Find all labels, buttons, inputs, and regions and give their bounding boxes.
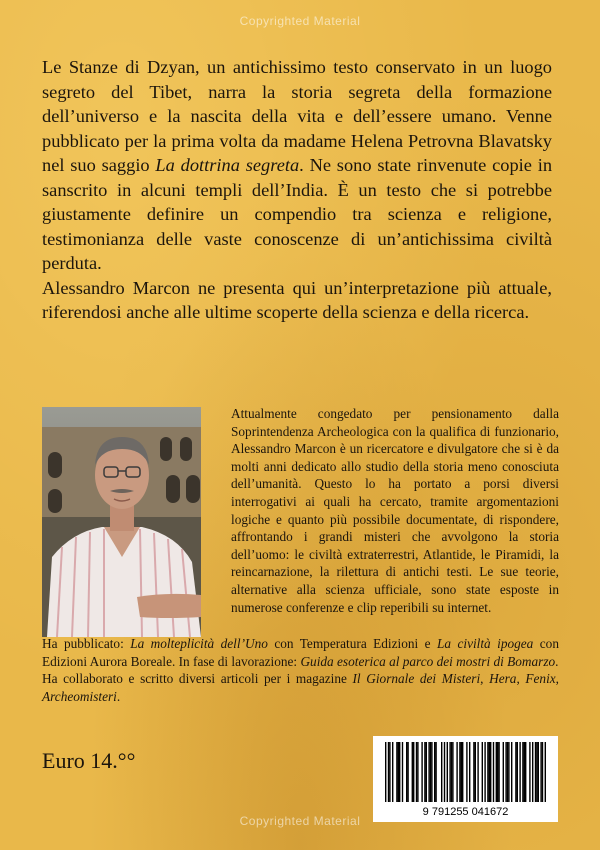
barcode-bar [421, 742, 422, 802]
barcode-bar [447, 742, 448, 802]
barcode-bar [389, 742, 390, 802]
synopsis-text: Le Stanze di Dzyan, un antichissimo testo conservato in un luogo segreto del Tibet, narra la storia segreta della formazione dell’universo e la nascita della vita e dell’essere umano. Venne pubblicato per la prima volta da madame Helena Petrovna Blavatsky nel suo saggio [42, 57, 552, 175]
barcode-bar [522, 742, 523, 802]
barcode-bar [406, 742, 407, 802]
barcode-bar [490, 742, 491, 802]
separator: , [480, 671, 490, 687]
author-photo-illustration [42, 407, 201, 637]
isbn-number: 9 791255 041672 [422, 806, 509, 818]
barcode-bar [435, 742, 436, 802]
separator: . [116, 688, 121, 704]
barcode-bar [477, 742, 478, 802]
barcode-bar [498, 742, 499, 802]
barcode-bar [392, 742, 393, 802]
barcode-bar [487, 742, 488, 802]
barcode-bar [538, 742, 539, 802]
barcode-bar [489, 742, 490, 802]
barcode-bar [431, 742, 432, 802]
synopsis [42, 55, 552, 325]
barcode-bar [452, 742, 453, 802]
barcode-bar [515, 742, 516, 802]
barcode-bar [493, 742, 494, 802]
barcode-bar [505, 742, 506, 802]
barcode-bar [525, 742, 526, 802]
barcode-bar [388, 742, 389, 802]
barcode-bar [461, 742, 462, 802]
barcode-bar [451, 742, 452, 802]
barcode-bar [441, 742, 442, 802]
barcode-bar [426, 742, 427, 802]
barcode-bar [475, 742, 476, 802]
barcode-bar [402, 742, 403, 802]
magazines-label: Ha collaborato e scritto diversi articoli per i magazine [42, 671, 353, 687]
barcode-bar [412, 742, 413, 802]
watermark-bottom: Copyrighted Material [239, 814, 361, 828]
barcode-bar [536, 742, 537, 802]
author-biography [231, 405, 559, 616]
barcode-bar [524, 742, 525, 802]
magazine-archeomisteri: Archeomisteri [42, 688, 117, 704]
barcode-bar [507, 742, 508, 802]
barcode-bar [430, 742, 431, 802]
barcode-bar [535, 742, 536, 802]
barcode-bar [469, 742, 470, 802]
bio-text: Attualmente congedato per pensionamento dalla Soprintendenza Archeologica con la qualifica di funzionario, Alessandro Marcon è un ricercatore e divulgatore che si è da molti anni dedicato allo studio della storia meno conosciuta dell’umanità. Questo lo ha portato a porsi diversi interrogativi ai quali ha cercato, tramite argomentazioni logiche e quanto più possibile documentate, di rispondere, affrontando i grandi misteri che avvolgono la storia dell’uomo: le civiltà extraterrestri, Atlantide, le Piramidi, la reincarnazione, la rilettura di antichi testi. Le sue teorie, alternative alla scienza ufficiale, sono state esposte in numerose conferenze e clip reperibili su internet. [231, 406, 559, 615]
publications-text: con Temperatura Edizioni e [267, 636, 437, 651]
barcode-bar [462, 742, 463, 802]
barcode-bar [484, 742, 485, 802]
publications-section [42, 635, 559, 705]
barcode-bar [459, 742, 460, 802]
barcode-bar [398, 742, 399, 802]
barcode-bars [373, 736, 558, 806]
barcode-bar [532, 742, 533, 802]
magazine-hera: Hera [489, 671, 517, 687]
publications-text: . [555, 653, 559, 669]
author-photo [42, 407, 201, 637]
synopsis-text-continued: . Ne sono state rinvenute copie in sanscrito in alcuni templi dell’India. È un testo che si potrebbe giustamente definire un compendio tra scienza e religione, testimonianza delle vaste conoscenze di un’antichissima civiltà perduta. [42, 155, 553, 273]
barcode-bar [511, 742, 512, 802]
barcode-bar [385, 742, 386, 802]
separator: , [555, 671, 559, 687]
barcode-bar [466, 742, 467, 802]
separator: , [516, 671, 526, 687]
synopsis-paragraph-1 [42, 55, 552, 276]
barcode-bar [413, 742, 414, 802]
barcode-bar [456, 742, 457, 802]
barcode-bar [542, 742, 543, 802]
watermark-top: Copyrighted Material [239, 14, 361, 28]
barcode-bar [473, 742, 474, 802]
price-label: Euro 14.°° [42, 748, 136, 773]
barcode-bar [449, 742, 450, 802]
barcode-bar [497, 742, 498, 802]
publications-paragraph [42, 635, 559, 670]
barcode-bar [407, 742, 408, 802]
barcode-bar [519, 742, 520, 802]
barcode-bar [540, 742, 541, 802]
barcode-bar [496, 742, 497, 802]
publications-label: Ha pubblicato: [42, 636, 131, 651]
synopsis-paragraph-2: Alessandro Marcon ne presenta qui un’interpretazione più attuale, riferendosi anche alle ultime scoperte della scienza e della ricerca. [42, 277, 552, 322]
publications-text: con Edizioni Aurora Boreale. In fase di lavorazione: [42, 636, 559, 669]
barcode-bar [417, 742, 418, 802]
barcode-bar [529, 742, 530, 802]
barcode-bar [545, 742, 546, 802]
barcode-bar [424, 742, 425, 802]
barcode-bar [399, 742, 400, 802]
book-title-guida-bomarzo: Guida esoterica al parco dei mostri di Bomarzo [300, 653, 556, 669]
barcode-bar [503, 742, 504, 802]
barcode-bar [416, 742, 417, 802]
barcode-bar [396, 742, 397, 802]
book-title-dottrina-segreta: La dottrina segreta [155, 155, 300, 175]
barcode-bar [517, 742, 518, 802]
barcode-bar [444, 742, 445, 802]
magazine-giornale-misteri: Il Giornale dei Misteri [352, 671, 481, 687]
book-title-civilta-ipogea: La civiltà ipogea [437, 636, 534, 651]
magazine-fenix: Fenix [525, 671, 556, 687]
magazines-paragraph [42, 670, 559, 705]
barcode-bar [482, 742, 483, 802]
barcode-bar [508, 742, 509, 802]
barcode-bar [434, 742, 435, 802]
barcode-bar [428, 742, 429, 802]
book-title-molteplicita: La molteplicità dell’Uno [130, 636, 268, 651]
